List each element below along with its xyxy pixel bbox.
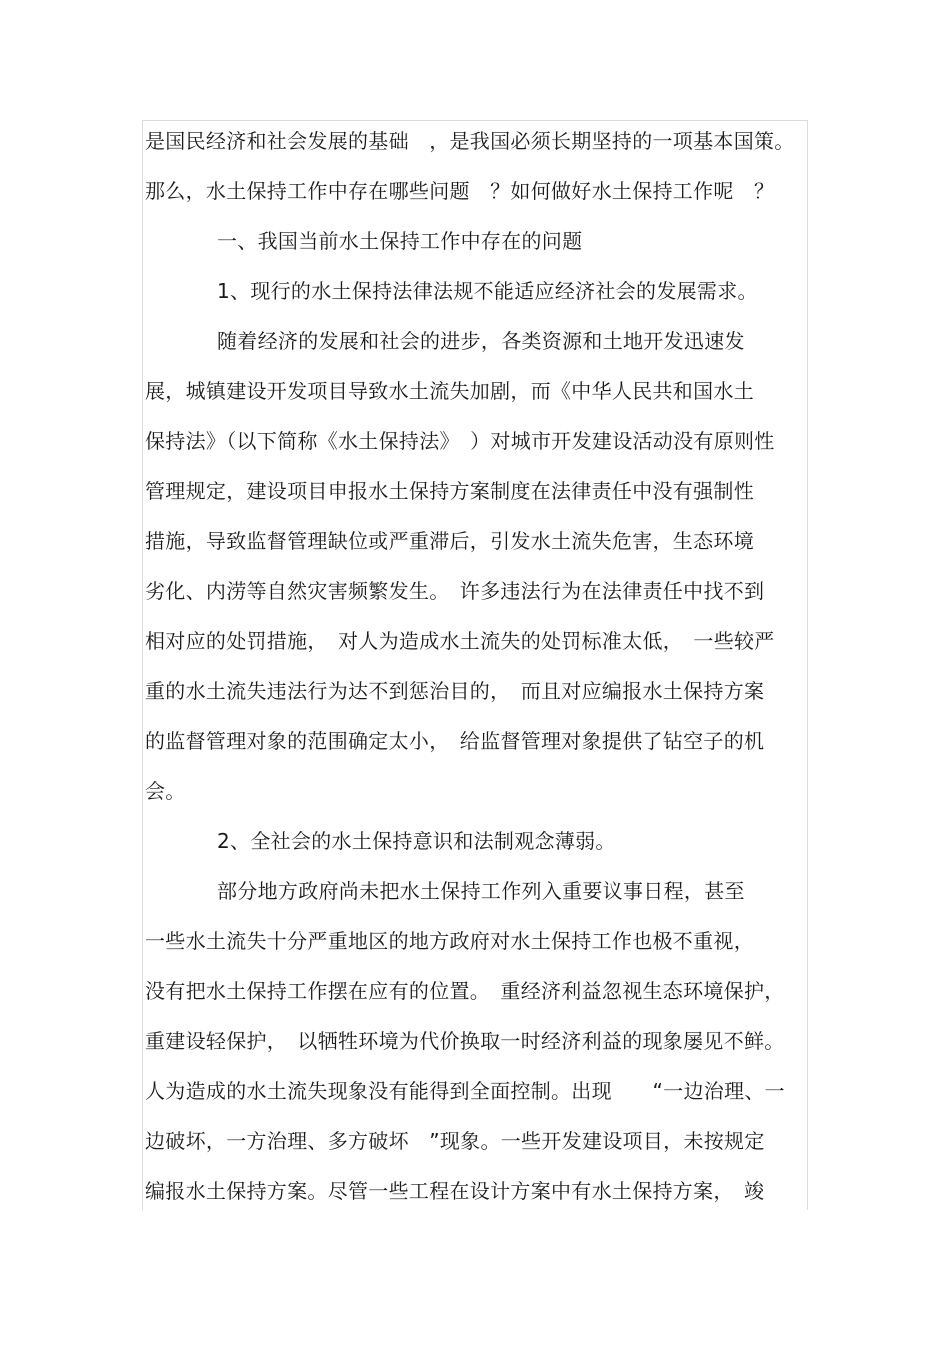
paragraph-line-17: 一些水土流失十分严重地区的地方政府对水土保持工作也极不重视，: [145, 929, 754, 953]
paragraph-line-8: 管理规定，建设项目申报水土保持方案制度在法律责任中没有强制性: [145, 479, 754, 503]
paragraph-line-7: 保持法》（以下简称《水土保持法》 ）对城市开发建设活动没有原则性: [145, 429, 775, 453]
paragraph-line-6: 展，城镇建设开发项目导致水土流失加剧，而《中华人民共和国水土: [145, 379, 754, 403]
paragraph-line-16: 部分地方政府尚未把水土保持工作列入重要议事日程，甚至: [217, 879, 745, 903]
subheading-2: 2、全社会的水土保持意识和法制观念薄弱。: [217, 829, 616, 853]
paragraph-line-1: 是国民经济和社会发展的基础 ，是我国必须长期坚持的一项基本国策。: [145, 129, 795, 153]
paragraph-line-13: 的监督管理对象的范围确定太小， 给监督管理对象提供了钻空子的机: [145, 729, 765, 753]
paragraph-line-18: 没有把水土保持工作摆在应有的位置。 重经济利益忽视生态环境保护，: [145, 979, 785, 1003]
paragraph-line-2: 那么，水土保持工作中存在哪些问题 ？如何做好水土保持工作呢 ？: [145, 179, 775, 203]
paragraph-line-20: 人为造成的水土流失现象没有能得到全面控制。出现 “一边治理、一: [145, 1079, 785, 1103]
paragraph-line-12: 重的水土流失违法行为达不到惩治目的， 而且对应编报水土保持方案: [145, 679, 765, 703]
paragraph-line-9: 措施，导致监督管理缺位或严重滞后，引发水土流失危害，生态环境: [145, 529, 754, 553]
paragraph-line-11: 相对应的处罚措施， 对人为造成水土流失的处罚标准太低， 一些较严: [145, 629, 775, 653]
paragraph-line-14: 会。: [145, 779, 186, 803]
subheading-1: 1、现行的水土保持法律法规不能适应经济社会的发展需求。: [217, 279, 758, 303]
paragraph-line-21: 边破坏，一方治理、多方破坏 ”现象。一些开发建设项目，未按规定: [145, 1129, 765, 1153]
paragraph-line-10: 劣化、内涝等自然灾害频繁发生。 许多违法行为在法律责任中找不到: [145, 579, 765, 603]
paragraph-line-5: 随着经济的发展和社会的进步，各类资源和土地开发迅速发: [217, 329, 745, 353]
paragraph-line-22: 编报水土保持方案。尽管一些工程在设计方案中有水土保持方案， 竣: [145, 1179, 765, 1203]
section-heading: 一、我国当前水土保持工作中存在的问题: [217, 229, 583, 253]
paragraph-line-19: 重建设轻保护， 以牺牲环境为代价换取一时经济利益的现象屡见不鲜。: [145, 1029, 785, 1053]
